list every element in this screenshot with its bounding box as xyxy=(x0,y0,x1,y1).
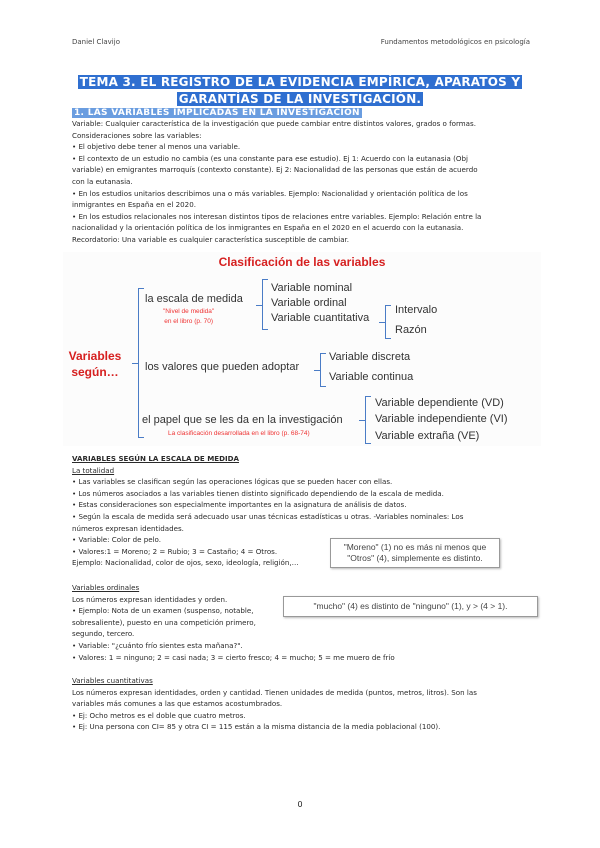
text-line: • Ej: Una persona con CI= 85 y otra CI = 115 están a la misma distancia de la media poblacional (100). xyxy=(72,722,441,732)
text-line: • Ej: Ocho metros es el doble que cuatro metros. xyxy=(72,710,246,720)
title-line: GARANTÍAS DE LA INVESTIGACIÓN. xyxy=(178,92,422,106)
text-line: sobresaliente), puesto en una competición primero, xyxy=(72,617,256,627)
cuantitativas-body xyxy=(72,675,532,733)
text-line: • En los estudios unitarios describimos una o más variables. Ejemplo: Nacionalidad y orientación política de los xyxy=(72,188,468,198)
box-line: "Otros" (4), simplemente es distinto. xyxy=(347,553,483,563)
text-line: inmigrantes en España en el 2020. xyxy=(72,200,196,210)
text-line: Ejemplo: Nacionalidad, color de ojos, sexo, ideología, religión,… xyxy=(72,558,299,568)
header-subject: Fundamentos metodológicos en psicología xyxy=(380,38,530,46)
text-line: Los números expresan identidades, orden y cantidad. Tienen unidades de medida (puntos, metros, litros). Son las xyxy=(72,687,477,697)
text-line: números expresan identidades. xyxy=(72,523,184,533)
papel-label: el papel que se les da en la investigación xyxy=(142,414,343,426)
text-line: • Valores:1 = Moreno; 2 = Rubio; 3 = Castaño; 4 = Otros. xyxy=(72,546,278,556)
escala-label: la escala de medida xyxy=(145,293,243,305)
subheading: La totalidad xyxy=(72,465,115,475)
valores-label: los valores que pueden adoptar xyxy=(145,361,300,373)
page-number: 0 xyxy=(297,800,303,809)
diagram-item: Variable cuantitativa xyxy=(271,312,370,324)
ordinal-note-box: "mucho" (4) es distinto de "ninguno" (1), y > (4 > 1). xyxy=(283,596,538,617)
text-line: • El objetivo debe tener al menos una variable. xyxy=(72,142,241,152)
papel-note: La clasificación desarrollada en el libro (p. 68-74) xyxy=(168,430,310,437)
text-line: nacionalidad y la orientación política de los inmigrantes en España en el 2020 en el acuerdo con la eutanasia. xyxy=(72,223,464,233)
text-line: variable) en emigrantes marroquís (contexto constante). Ej 2: Nacionalidad de las personas que están de acuerdo xyxy=(72,165,478,175)
text-line: Variable: Cualquier característica de la investigación que puede cambiar entre distintos valores, grados o formas. xyxy=(72,119,476,128)
title-line: TEMA 3. EL REGISTRO DE LA EVIDENCIA EMPÍRICA, APARATOS Y xyxy=(79,75,521,89)
diagram-item: Variable nominal xyxy=(271,282,353,294)
header-author: Daniel Clavijo xyxy=(72,38,120,46)
page-title xyxy=(60,74,540,108)
classification-diagram xyxy=(63,252,541,446)
section1-body xyxy=(72,118,532,246)
text-line: • Ejemplo: Nota de un examen (suspenso, notable, xyxy=(72,606,254,616)
section-heading: 1. LAS VARIABLES IMPLICADAS EN LA INVESTIGACIÓN xyxy=(74,108,360,118)
text-line: variables más comunes a las que estamos acostumbrados. xyxy=(72,699,283,709)
diagram-item: Variable independiente (VI) xyxy=(375,413,508,425)
diagram-item: Variable discreta xyxy=(329,351,411,363)
box-line: "Moreno" (1) no es más ni menos que xyxy=(343,542,487,552)
diagram-item: Variable ordinal xyxy=(271,297,347,309)
text-line: Consideraciones sobre las variables: xyxy=(72,130,202,140)
nominal-note-box xyxy=(330,538,500,568)
escala-note: "Nivel de medida" en el libro (p. 70) xyxy=(163,308,215,325)
bracket xyxy=(320,353,326,387)
text-line: segundo, tercero. xyxy=(72,629,135,639)
diagram-item: Intervalo xyxy=(395,304,438,316)
diagram-item: Variable continua xyxy=(329,371,414,383)
text-line: • El contexto de un estudio no cambia (es una constante para ese estudio). Ej 1: Acuerdo con la eutanasia (Obj xyxy=(72,153,468,163)
text-line: • En los estudios relacionales nos interesan distintos tipos de relaciones entre variables. Ejemplo: Relación entre la xyxy=(72,211,482,221)
diagram-item: Razón xyxy=(395,324,427,336)
diagram-title: Clasificación de las variables xyxy=(218,255,386,269)
text-line: • Según la escala de medida será adecuado usar unas técnicas estadísticas u otras. -Variables nominales: Los xyxy=(72,511,464,521)
ordinales-body xyxy=(72,582,532,663)
section-heading: VARIABLES SEGÚN LA ESCALA DE MEDIDA xyxy=(72,454,240,463)
subheading: Variables ordinales xyxy=(72,583,140,592)
diagram-root: Variables según… xyxy=(68,349,122,379)
text-line: • Estas consideraciones son especialmente importantes en la asignatura de análisis de datos. xyxy=(72,500,407,510)
subheading: Variables cuantitativas xyxy=(72,676,153,685)
text-line: Los números expresan identidades y orden. xyxy=(72,594,228,604)
text-line: • Variable: Color de pelo. xyxy=(72,535,162,545)
bracket xyxy=(365,396,371,444)
text-line: • Los números asociados a las variables tienen distinto significado dependiendo de la escala de medida. xyxy=(72,488,444,498)
text-line: • Valores: 1 = ninguno; 2 = casi nada; 3 = cierto fresco; 4 = mucho; 5 = me muero de frío xyxy=(72,652,395,662)
text-line: con la eutanasia. xyxy=(72,176,133,186)
text-line: Recordatorio: Una variable es cualquier característica susceptible de cambiar. xyxy=(72,234,350,244)
diagram-item: Variable dependiente (VD) xyxy=(375,397,504,409)
bracket xyxy=(262,279,268,330)
diagram-item: Variable extraña (VE) xyxy=(375,430,480,442)
bracket xyxy=(385,305,391,339)
text-line: • Variable: "¿cuánto frío sientes esta mañana?". xyxy=(72,640,243,650)
text-line: • Las variables se clasifican según las operaciones lógicas que se pueden hacer con ellas. xyxy=(72,477,393,487)
